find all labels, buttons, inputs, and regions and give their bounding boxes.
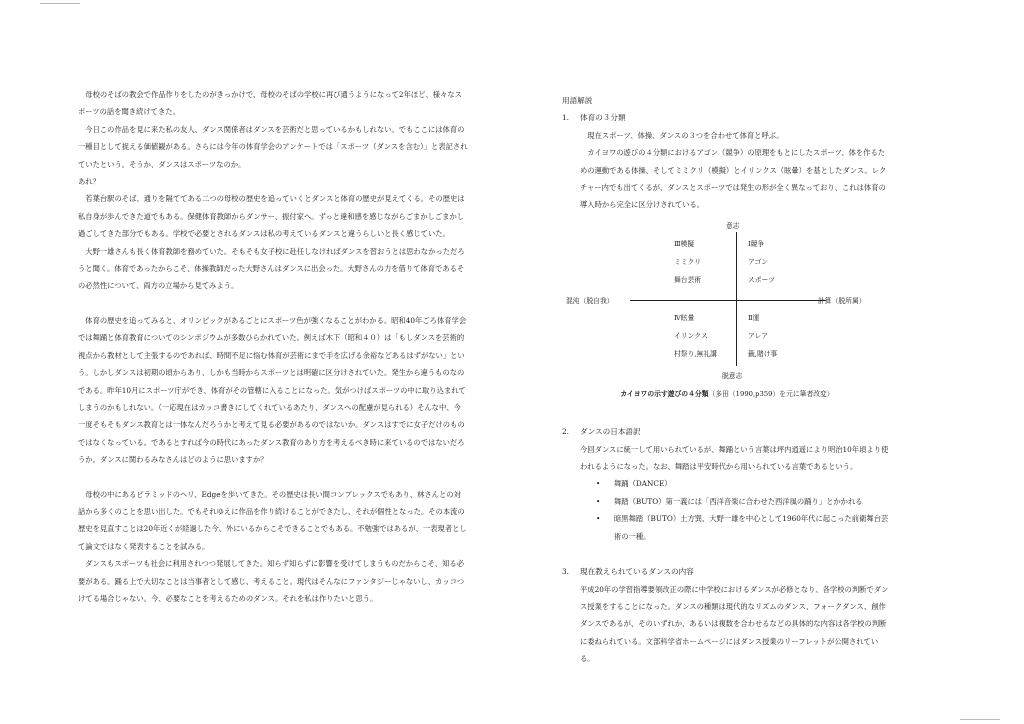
essay-paragraph: あれ？ [78,177,100,187]
scan-mark-bottom-right [960,719,1000,720]
quadrant-4-example: 村祭り,無礼講 [674,349,717,358]
quadrant-1-term: アゴン [748,257,769,266]
axis-label-right: 計算（脱所属） [818,296,866,305]
right-page-glossary [562,92,892,668]
term-list [562,475,892,545]
caption-source: （多田（1990,p359）を元に筆者改変） [708,389,834,398]
essay-paragraph: 母校のそばの教会で作品作りをしたのがきっかけで、母校のそばの学校に再び通うようになって2年ほど、様々なスポーツの話を聞き続けてきた。 [78,90,462,117]
quadrant-3-term: ミミクリ [674,257,702,266]
essay-paragraph: 大野一雄さんも長く体育教師を務めていた。そもそも女子校に赴任しなければダンスを習おうとは思わなかっただろうと聞く。体育であったからこそ、体操教師だった大野さんはダンスに出会った。大野さんの力を借りて体育であるその必然性について、両方の立場から見てみよう。 [78,246,465,291]
diagram-caption [562,386,892,403]
section-2-heading [562,423,892,440]
vertical-axis [736,232,737,366]
section-heading: 体育の３分類 [580,113,626,123]
list-item: • 暗黒舞踏（BUTO）土方巽、大野一雄を中心として1960年代に起こった前衛舞台芸術の一種。 [596,510,892,545]
axis-label-bottom: 脱意志 [722,371,743,380]
section-paragraph: 現在スポーツ、体操、ダンスの３つを合わせて体育と呼ぶ。 [580,130,784,140]
quadrant-4-term: イリンクス [674,331,708,340]
quadrant-1-title: Ⅰ競争 [748,239,765,248]
left-page-essay [78,86,468,607]
section-3-heading [562,563,892,580]
axis-label-left: 混沌（脱自我） [566,296,614,305]
section-number: 2. [562,427,569,437]
horizontal-axis [630,300,826,301]
essay-paragraph: 今日この作品を見に来た私の友人、ダンス関係者はダンスを芸術だと思っているかもしれない。でもここには体育の一種目として捉える価値観がある。さらには今年の体育学会のアンケートでは「スポーツ（ダンスを含む）」と表記されていたという。そうか、ダンスはスポーツなのか。 [78,124,468,169]
axis-label-top: 意志 [726,221,740,230]
scan-mark-top-left [40,3,80,4]
caption-title: カイヨワの示す遊びの４分類 [620,389,709,398]
essay-paragraph: 若葉台駅のそば、通りを隔ててある二つの母校の歴史を追っていくとダンスと体育の歴史が見えてくる。その歴史は私自身が歩んできた道でもある。保健体育教師からダンサー、振付家へ。ずっと違和感を感じながらごまかしごまかし過ごしてきた部分でもある。学校で必要とされるダンスは私の考えているダンスと違うらしいと長く感じていた。 [78,194,465,239]
section-heading: ダンスの日本語訳 [580,427,641,437]
paragraph-gap [78,469,468,486]
quadrant-2-example: 籤,賭け事 [748,349,778,358]
section-paragraph: カイヨワの遊びの４分類におけるアゴン（競争）の原理をもとにしたスポーツ、体を作るための運動である体操、そしてミミクリ（模擬）とイリンクス（眩暈）を基としたダンス。レクチャー内でも出てくるが、ダンスとスポーツでは発生の形が全く異なっており、これは体育の導入時から完全に区分けされている。 [580,148,887,210]
quadrant-2-term: アレア [748,331,769,340]
quadrant-3-title: Ⅲ模擬 [674,239,695,248]
section-paragraph: 平成20年の学習指導要領改正の際に中学校におけるダンスが必修となり、各学校の判断でダンス授業をすることになった。ダンスの種類は現代的なリズムのダンス、フォークダンス、創作ダンスであるが、そのいずれか、あるいは複数を合わせるなどの具体的な内容は各学校の判断に委ねられている。文部科学省ホームページにはダンス授業のリーフレットが公開されている。 [580,584,889,664]
section-number: 1. [562,113,569,123]
section-number: 3. [562,567,569,577]
quadrant-2-title: Ⅱ運 [748,313,760,322]
section-paragraph: 今回ダンスに統一して用いられているが、舞踊という言葉は坪内逍遥により明治10年頃より使われるようになった。なお、舞踏は平安時代から用いられている言葉であるという。 [580,444,889,472]
list-item: • 舞踏（BUTO）第一義には「西洋音楽に合わせた西洋風の踊り」とかかれる [596,493,892,510]
quadrant-1-example: スポーツ [748,275,775,284]
list-item: • 舞踊（DANCE） [596,475,892,492]
section-heading: 現在教えられているダンスの内容 [580,567,694,577]
essay-paragraph: 体育の歴史を追ってみると、オリンピックがあるごとにスポーツ色が強くなることがわかる。昭和40年ごろ体育学会では舞踊と体育教育についてのシンポジウムが多数ひらかれていた。例えば木下（昭和４０）は「もしダンスを芸術的視点から教材として主張するのであれば、時間不足に悩む体育が芸術にまで手を広げる余裕などあるはずがない」という。しかしダンスは初期の頃からあり、しかも当時からスポーツとは明確に区分けされていた。発生から違うものなのである。昨年10月にスポーツ庁ができ、体育がその管轄に入ることになった。気がつけばスポーツの中に取り込まれてしまうのかもしれない。（一応現在はカッコ書きにしてくれているあたり、ダンスへの配慮が見られる）そんな中、今一度そもそもダンス教育とは一体なんだろうかと考えて見る必要があるのではないか。ダンスはすでに女子だけのものではなくなっている。であるとすれば今の時代にあったダンス教育のあり方を考えるべき時に来ているのではないだろうか。ダンスに関わるみなさんはどのように思いますか？ [78,315,467,465]
essay-paragraph: 母校の中にあるピラミッドのヘリ、Edgeを歩いてきた。その歴史は長い間コンプレックスでもあり、林さんとの対話から多くのことを思い出した。でもそれゆえに作品を作り続けることができたし、それが個性となった。その本流の歴史を見直すことは20年近くが経過した今、外にいるからこそできることでもある。不勉強ではあるが、一表現者として論文ではなく発表することを試みる。 [78,489,467,551]
quadrant-4-title: Ⅳ眩暈 [674,313,695,322]
glossary-title: 用語解説 [562,96,593,105]
essay-paragraph: ダンスもスポーツも社会に利用されつつ発展してきた。知らず知らずに影響を受けてしまうものだからこそ、知る必要がある。踊る上で大切なことは当事者として感じ、考えること。現代はそんなにファンタジーじゃないし、カッコつけてる場合じゃない。今、必要なことを考えるためのダンス。それを私は作りたいと思う。 [78,559,465,603]
paragraph-gap [78,295,468,312]
section-1-heading [562,109,892,126]
caillois-four-quadrant-diagram [562,218,892,386]
quadrant-3-example: 舞台芸術 [674,275,702,284]
